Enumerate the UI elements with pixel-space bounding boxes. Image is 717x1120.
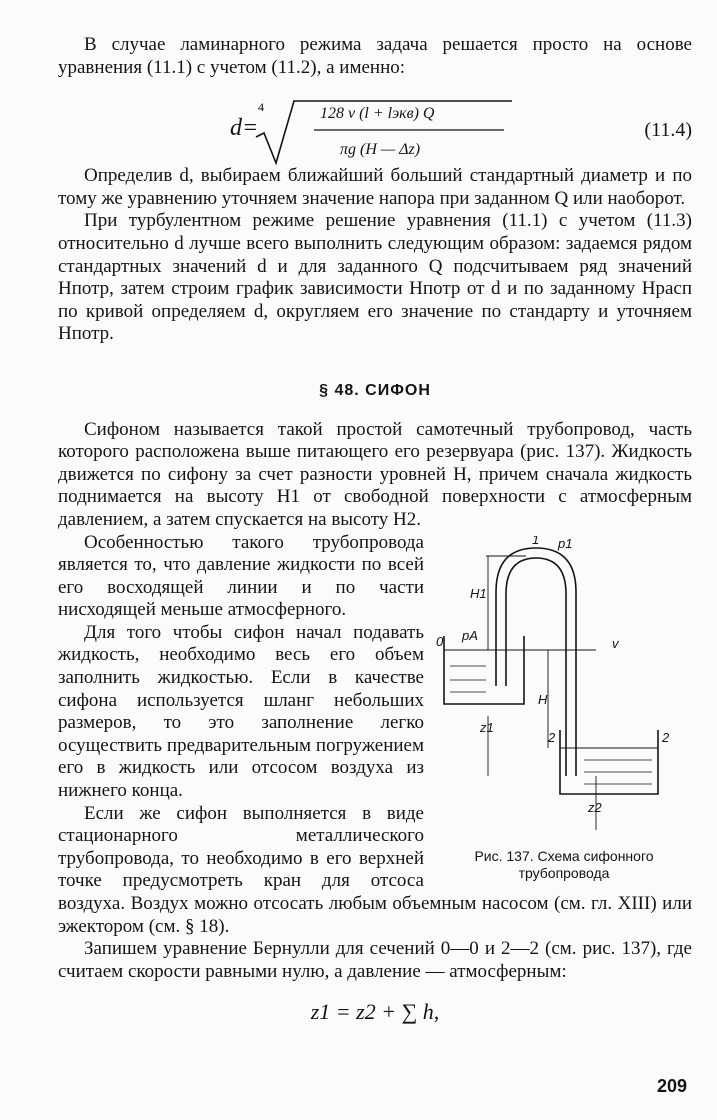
formula-numerator: 128 ν (l + lэкв) Q <box>320 105 435 123</box>
label-section-2-left: 2 <box>548 729 556 745</box>
label-v: v <box>612 635 619 651</box>
paragraph-2: Определив d, выбираем ближайший больший стандартный диаметр и по тому же уравнению уточняем значение напора при заданном Q или наоборот. <box>58 165 692 209</box>
figure-137 <box>436 536 692 883</box>
label-pa-upper: pA <box>462 627 478 643</box>
paragraph-4 <box>58 419 692 532</box>
root-index: 4 <box>258 100 264 115</box>
label-p1: p1 <box>558 535 573 551</box>
paragraph-3: При турбулентном режиме решение уравнения (11.1) с учетом (11.3) относительно d лучше всего выполнить следующим образом: задаемся рядом стандартных значений d и для заданного Q подсчитываем ряд значений Hпотр, затем строим график зависимости Hпотр от d и по заданному Hрасп по кривой определяем d, округляем его значение по стандарту и уточняем Hпотр. <box>58 210 692 345</box>
label-z2: z2 <box>588 799 602 815</box>
paragraph-5: Особенностью такого трубопровода является то, что давление жидкости по всей его восходящей линии и по части нисходящей меньше атмосферного. <box>58 531 424 621</box>
paragraph-6: Для того чтобы сифон начал подавать жидкость, необходимо весь его объем заполнить жидкостью. Если в качестве сифона используется шланг небольших размеров, то это заполнение легко осуществить предварительным погружением его в жидкость или отсосом воздуха из нижнего конца. <box>58 621 424 802</box>
label-section-2-right: 2 <box>662 729 670 745</box>
page-content <box>58 34 692 1024</box>
label-h1: H1 <box>470 585 487 601</box>
label-z1: z1 <box>480 719 494 735</box>
label-section-1: 1 <box>532 535 540 547</box>
paragraph-7: Если же сифон выполняется в виде стационарного металлического трубопровода, то необходимо в его верхней точке предусмотреть кран для отсоса воздуха. Воздух можно отсосать любым объемным насосом (см. гл. XIII) или эжектором (см. § 18). <box>58 802 692 937</box>
bernoulli-equation: z1 = z2 + ∑ h, <box>310 999 440 1025</box>
section-heading: § 48. СИФОН <box>319 381 431 399</box>
paragraph-8: Запишем уравнение Бернулли для сечений 0—0 и 2—2 (см. рис. 137), где считаем скорости равными нулю, а давление — атмосферным: <box>58 938 692 982</box>
figure-caption: Рис. 137. Схема сифонного трубопровода <box>474 848 654 882</box>
paragraph-4-text: Сифоном называется такой простой самотечный трубопровод, часть которого расположена выше питающего его резервуара (рис. 137). Жидкость движется по сифону за счет разности уровней H, причем сначала жидкость поднимается на высоту H1 от свободной поверхности с атмосферным давлением, а затем спускается на высоту H2. <box>58 418 692 530</box>
label-section-0: 0 <box>436 633 444 649</box>
label-h: H <box>538 691 548 707</box>
siphon-diagram <box>436 536 692 836</box>
formula-denominator: πg (H — Δz) <box>340 141 421 159</box>
formula-number: (11.4) <box>644 119 692 142</box>
formula-11-4 <box>58 79 692 165</box>
page-number: 209 <box>656 1076 687 1096</box>
formula-lhs: d= <box>230 115 259 142</box>
paragraph-1: В случае ламинарного режима задача решается просто на основе уравнения (11.1) с учетом (11.2), а именно: <box>58 34 692 78</box>
